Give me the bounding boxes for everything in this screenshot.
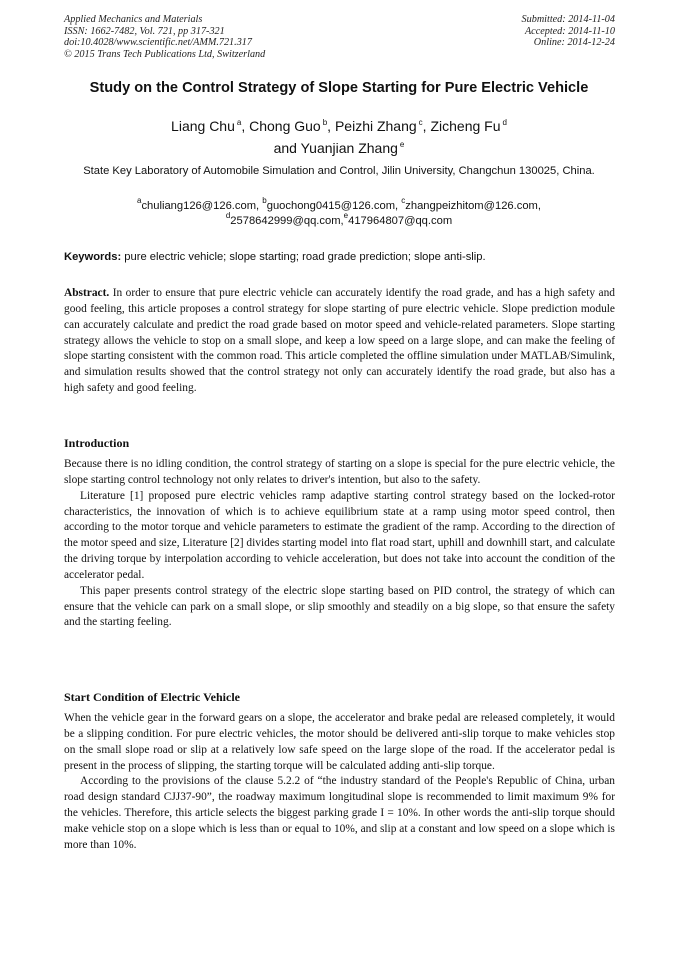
email-address: zhangpeizhitom@126.com bbox=[405, 200, 538, 212]
author-line-2 bbox=[40, 139, 638, 157]
email-address: 2578642999@qq.com bbox=[230, 215, 341, 227]
affiliation: State Key Laboratory of Automobile Simulation and Control, Jilin University, Changchun 130025, China. bbox=[83, 165, 595, 177]
email-mark: c bbox=[401, 196, 406, 205]
author-mark: d bbox=[502, 118, 507, 127]
author-name: Yuanjian Zhang bbox=[300, 140, 398, 156]
submission-dates bbox=[415, 14, 615, 49]
accepted-date: Accepted: 2014-11-10 bbox=[524, 25, 615, 37]
email-mark: d bbox=[225, 211, 231, 220]
author-mark: e bbox=[399, 140, 405, 149]
email-separator: , bbox=[256, 200, 260, 212]
online-date: Online: 2014-12-24 bbox=[533, 37, 615, 49]
email-address: 417964807@qq.com bbox=[348, 215, 453, 227]
paragraph: This paper presents control strategy of the electric slope starting based on PID control, the strategy of which can ensure that the vehicle can park on a small slope, or slip smoothly and steadily on a big slope, so that ensure the safety and the starting feeling. bbox=[64, 584, 615, 629]
keywords-label: Keywords: bbox=[64, 251, 122, 263]
issn-volume: ISSN: 1662-7482, Vol. 721, pp 317-321 bbox=[64, 25, 225, 37]
paragraph: Literature [1] proposed pure electric vehicles ramp adaptive starting control strategy based on the locked-rotor characteristics, the innovation of which is to achieve equilibrium state at a ramp using motor speed control, then according to the motor torque and vehicle parameters to estimate the gradient of the ramp. According to the direction of the motor speed and size, Literature [2] divides starting model into flat road start, uphill and downhill start, and calculate the driving torque by interpolation according to vehicle acceleration, but does not take into account the condition of the accelerator pedal. bbox=[64, 489, 615, 581]
section-start-condition-body bbox=[64, 711, 615, 854]
author-name: Peizhi Zhang bbox=[334, 118, 417, 134]
section-heading-introduction: Introduction bbox=[64, 436, 130, 450]
paper-title: Study on the Control Strategy of Slope Starting for Pure Electric Vehicle bbox=[89, 80, 589, 96]
author-separator: , bbox=[327, 118, 335, 134]
author-name: Liang Chu bbox=[171, 118, 235, 134]
author-and: and bbox=[273, 140, 301, 156]
paragraph: When the vehicle gear in the forward gears on a slope, the accelerator and brake pedal are released completely, it would be a slipping condition. For pure electric vehicles, the motor should be delivered anti-slip torque to make vehicles stop on the small slope road or slip at a relatively low safe speed on the large slope of the road. If the accelerator pedal is present in the process of slipping, the starting torque will be calculated adding anti-slip torque. bbox=[64, 712, 615, 772]
submitted-date: Submitted: 2014-11-04 bbox=[521, 14, 615, 25]
section-heading-start-condition: Start Condition of Electric Vehicle bbox=[64, 690, 240, 704]
email-mark: a bbox=[136, 196, 142, 205]
email-address: guochong0415@126.com bbox=[266, 200, 396, 212]
email-separator: , bbox=[340, 215, 344, 227]
abstract bbox=[64, 286, 615, 397]
author-mark: c bbox=[418, 118, 423, 127]
author-name: Zicheng Fu bbox=[430, 118, 501, 134]
journal-info bbox=[64, 14, 364, 60]
abstract-paragraph bbox=[64, 286, 615, 397]
email-address: chuliang126@126.com bbox=[141, 200, 257, 212]
copyright: © 2015 Trans Tech Publications Ltd, Switzerland bbox=[64, 48, 266, 60]
abstract-label: Abstract. bbox=[64, 287, 110, 299]
paragraph: According to the provisions of the clause 5.2.2 of “the industry standard of the People's Republic of China, urban road design standard CJJ37-90”, the roadway maximum longitudinal slope is recommended to limit maximum 9% for the vehicles. Therefore, this article selects the biggest parking grade I = 10%. In other words the anti-slip torque should make vehicle stop on a slope which is less than or equal to 10%, and slip at a constant and low speed on a slope which is more than 10%. bbox=[64, 775, 615, 851]
email-separator: , bbox=[537, 200, 541, 212]
paragraph: Because there is no idling condition, the control strategy of starting on a slope is special for the pure electric vehicle, the slope starting control technology not only relates to driver's intention, but also to the safety. bbox=[64, 458, 615, 486]
doi: doi:10.4028/www.scientific.net/AMM.721.317 bbox=[64, 37, 252, 49]
section-introduction-body bbox=[64, 457, 615, 631]
email-separator: , bbox=[395, 200, 399, 212]
keywords-text: pure electric vehicle; slope starting; road grade prediction; slope anti-slip. bbox=[121, 251, 486, 263]
author-separator: , bbox=[241, 118, 250, 134]
author-name: Chong Guo bbox=[249, 118, 321, 134]
keywords bbox=[64, 250, 624, 264]
author-mark: a bbox=[236, 118, 242, 127]
author-separator: , bbox=[422, 118, 431, 134]
author-mark: b bbox=[322, 118, 328, 127]
abstract-text: In order to ensure that pure electric vehicle can accurately identify the road grade, and has a high safety and good feeling, this article proposes a control strategy for slope starting of pure electric vehicle. Slope prediction module can accurately calculate and predict the road grade based on motor speed and vehicle-related parameters. Slope starting strategy allows the vehicle to stop on a small slope, and keep a low speed on a large slope, and can make the feeling of slope starting consistent with the common road. This article completed the offline simulation under MATLAB/Simulink, and simulation results showed that the control strategy not only can accurately identify the road grade, but also has a high safety and good feeling. bbox=[64, 287, 615, 395]
author-line-1 bbox=[40, 117, 638, 135]
email-mark: b bbox=[262, 196, 267, 205]
email-mark: e bbox=[343, 211, 349, 220]
author-emails bbox=[60, 196, 618, 229]
journal-name: Applied Mechanics and Materials bbox=[64, 14, 203, 25]
